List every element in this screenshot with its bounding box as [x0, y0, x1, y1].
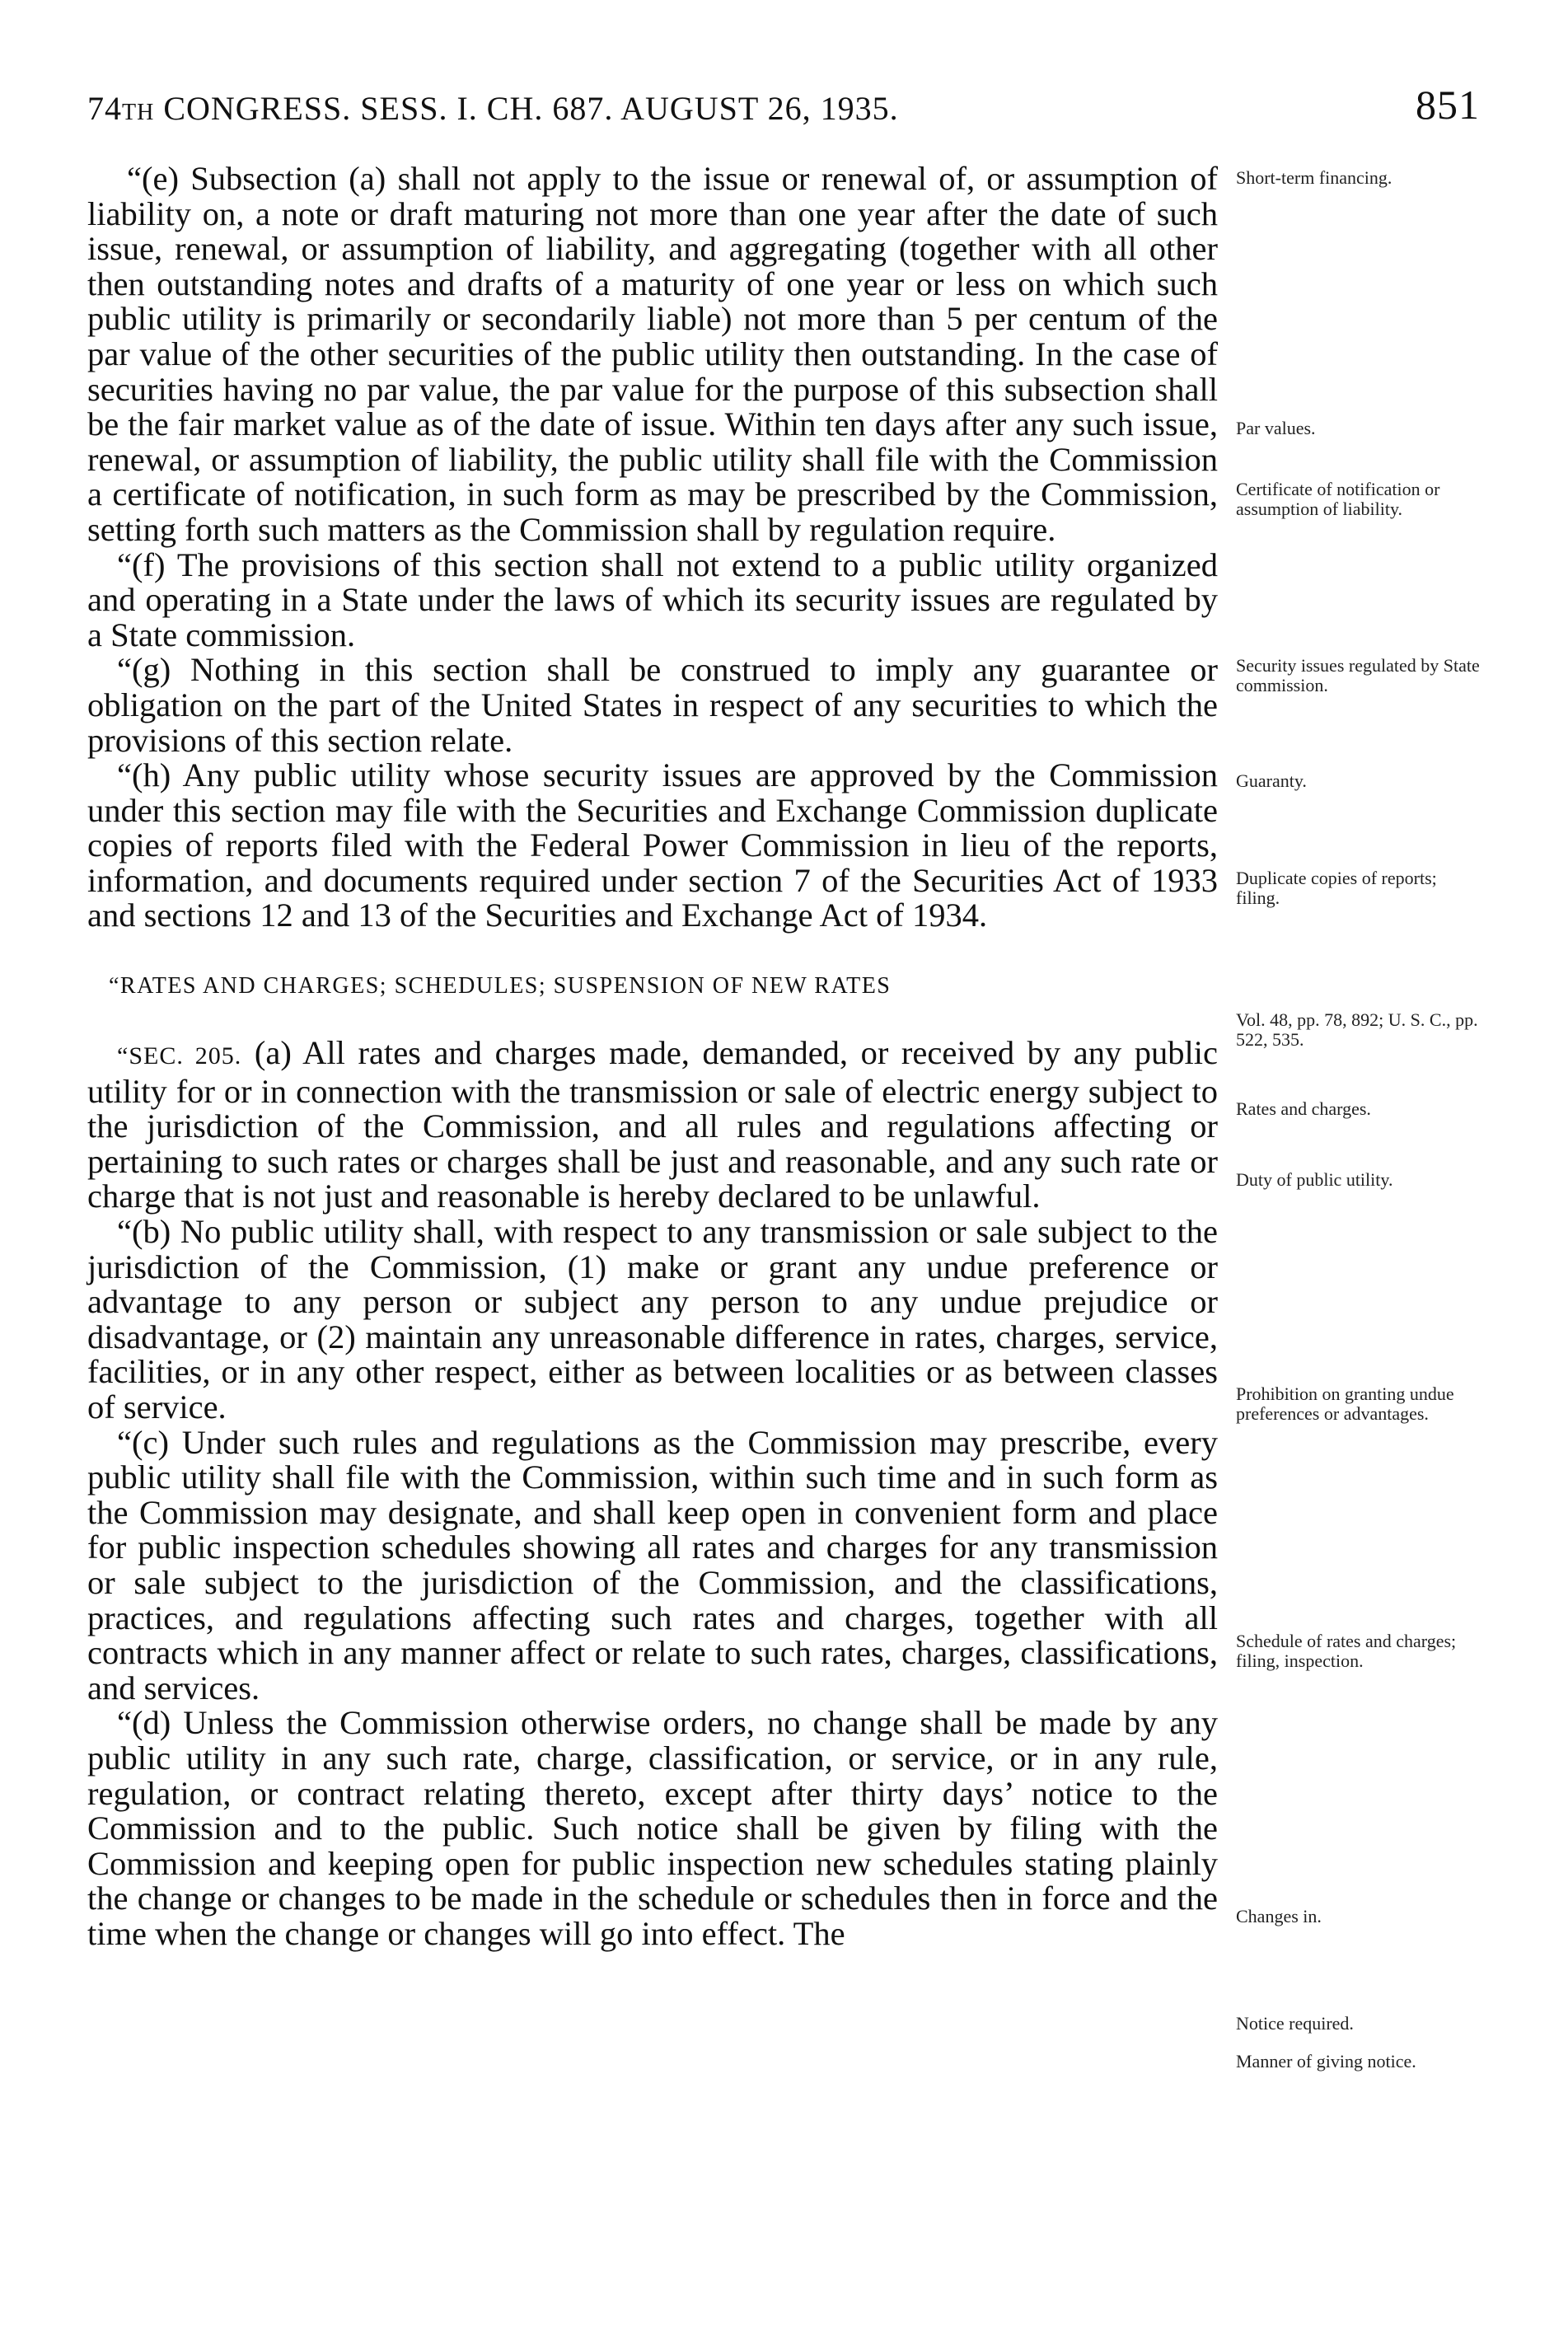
- congress-number: 74: [87, 90, 122, 127]
- subsection-h: “(h) Any public utility whose security issues are approved by the Commission under this section may file with the Securities and Exchange Commission duplicate copies of reports filed with the Federal Power Commission in lieu of the reports, information, and documents required under section 7 of the Securities Act of 1933 and sections 12 and 13 of the Securities and Exchange Act of 1934.: [87, 756, 1218, 934]
- note-duty: Duty of public utility.: [1236, 1169, 1393, 1190]
- subsection-f: “(f) The provisions of this section shall not extend to a public utility organized and operating in a State under the laws of which its security issues are regulated by a State commission.: [87, 545, 1218, 653]
- section-205-d: “(d) Unless the Commission otherwise orders, no change shall be made by any public utility in any such rate, charge, classification, or service, or in any rule, regulation, or contract relating thereto, except after thirty days’ notice to the Commission and to the public. Such notice shall be given by filing with the Commission and keeping open for public inspection new schedules stating plainly the change or changes to be made in the schedule or schedules then in force and the time when the change or changes will go into effect. The: [87, 1704, 1218, 1952]
- note-short-term-financing: Short-term financing.: [1236, 167, 1392, 188]
- note-manner-of-notice: Manner of giving notice.: [1236, 2051, 1416, 2071]
- note-notice-required: Notice required.: [1236, 2013, 1354, 2034]
- note-security-issues: Security issues regulated by State commission.: [1236, 655, 1480, 695]
- section-205-c: “(c) Under such rules and regulations as the Commission may prescribe, every public utility shall file with the Commission, within such time and in such form as the Commission may designate, and shall keep open in convenient form and place for public inspection schedules showing all rates and charges for any transmission or sale subject to the jurisdiction of the Commission, and the classifications, practices, and regulations affecting such rates and charges, together with all contracts which in any manner affect or relate to such rates, charges, classifications, and services.: [87, 1423, 1218, 1706]
- subsection-g: “(g) Nothing in this section shall be construed to imply any guarantee or obligation on the part of the United States in respect of any securities to which the provisions of this section relate.: [87, 651, 1218, 759]
- note-rates-and-charges: Rates and charges.: [1236, 1098, 1371, 1119]
- section-heading: “RATES AND CHARGES; SCHEDULES; SUSPENSION OF NEW RATES: [109, 973, 892, 999]
- subsection-e: “(e) Subsection (a) shall not apply to the issue or renewal of, or assumption of liability on, a note or draft maturing not more than one year after the date of such issue, renewal, or assumption of liability, and aggregating (together with all other then outstanding notes and drafts of a maturity of one year or less on which such public utility is primarily or secondarily liable) not more than 5 per centum of the par value of the other securities of the public utility then outstanding. In the case of securities having no par value, the par value for the purpose of this subsection shall be the fair market value as of the date of issue. Within ten days after any such issue, renewal, or assumption of liability, the public utility shall file with the Commission a certificate of notification, in such form as may be prescribed by the Commission, setting forth such matters as the Commission shall by regulation require.: [87, 160, 1218, 548]
- section-label: “SEC. 205.: [117, 1042, 242, 1070]
- note-certificate: Certificate of notification or assumption of liability.: [1236, 479, 1440, 519]
- session-text: CONGRESS. SESS. I. CH. 687. AUGUST 26, 1935.: [163, 90, 899, 127]
- header-citation: [87, 89, 899, 128]
- note-prohibition: Prohibition on granting undue preferences or advantages.: [1236, 1383, 1454, 1424]
- section-205-a-text: (a) All rates and charges made, demanded, or received by any public utility for or in connection with the transmission or sale of electric energy subject to the jurisdiction of the Commission, and all rules and regulations affecting or pertaining to such rates or charges shall be just and reasonable, and any such rate or charge that is not just and reasonable is hereby declared to be unlawful.: [87, 1034, 1219, 1215]
- statute-body: [87, 162, 1218, 1952]
- margin-notes: [1236, 0, 1500, 2350]
- note-par-values: Par values.: [1236, 418, 1316, 438]
- note-citation: Vol. 48, pp. 78, 892; U. S. C., pp. 522, 535.: [1236, 1009, 1478, 1050]
- note-guaranty: Guaranty.: [1236, 770, 1307, 791]
- note-changes: Changes in.: [1236, 1906, 1322, 1926]
- page-number: 851: [1416, 82, 1480, 128]
- note-schedule: Schedule of rates and charges; filing, inspection.: [1236, 1631, 1457, 1671]
- congress-ordinal-suffix: TH: [122, 100, 155, 125]
- note-duplicate-copies: Duplicate copies of reports; filing.: [1236, 868, 1437, 908]
- section-205-a: [87, 1036, 1218, 1215]
- section-205-b: “(b) No public utility shall, with respect to any transmission or sale subject to the jurisdiction of the Commission, (1) make or grant any undue preference or advantage to any person or subject any person to any undue prejudice or disadvantage, or (2) maintain any unreasonable difference in rates, charges, service, facilities, or in any other respect, either as between localities or as between classes of service.: [87, 1213, 1218, 1425]
